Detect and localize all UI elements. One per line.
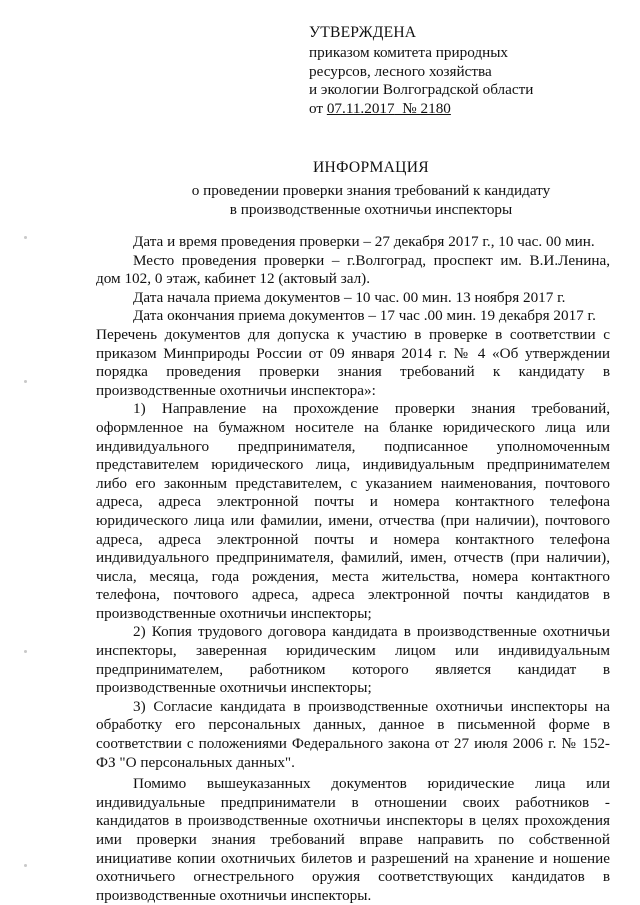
paragraph-additional-documents: Помимо вышеуказанных документов юридические лица или индивидуальные предприниматели в отношении своих работников - кандидатов в производственные охотничьи инспекторы в целях прохождения ими проверки знания требований вправе направить по собственной инициативе копии охотничьих билетов и разрешений на хранение и ношение охотничьего огнестрельного оружия соответствующих кандидатов в производственные охотничьи инспекторы. [96, 775, 610, 904]
approval-heading: УТВЕРЖДЕНА [309, 24, 417, 41]
document-title: ИНФОРМАЦИЯ [312, 159, 430, 176]
document-subtitle-line-1: о проведении проверки знания требований к кандидату [191, 182, 551, 199]
scan-edge-mark [24, 236, 27, 239]
list-item-2: 2) Копия трудового договора кандидата в производственные охотничьи инспекторы, заверенная юридическим лицом или индивидуальным предпринимателем, работником которого является кандидат в производственные охотничьи инспекторы; [96, 623, 610, 697]
scan-edge-mark [24, 864, 27, 867]
list-item-3: 3) Согласие кандидата в производственные охотничьи инспекторы на обработку его персональных данных, данное в письменной форме в соответствии с положениями Федерального закона от 27 июля 2006 г. № 152-ФЗ "О персональных данных". [96, 697, 610, 771]
approval-line-2: ресурсов, лесного хозяйства [309, 62, 492, 80]
approval-date-line [309, 100, 609, 118]
document-subtitle-line-2: в производственные охотничьи инспекторы [229, 201, 513, 218]
document-title-block [96, 158, 640, 219]
approval-date: 07.11.2017 [326, 99, 395, 117]
paragraph-end-date: Дата окончания приема документов – 17 час .00 мин. 19 декабря 2017 г. [133, 307, 596, 325]
paragraph-document-list-intro: Перечень документов для допуска к участию в проверке в соответствии с приказом Минприроды России от 09 января 2014 г. № 4 «Об утверждении порядка проведения проверки знания требований к кандидату в производственные охотничьи инспектора»: [96, 325, 610, 399]
document-body [96, 233, 610, 905]
approval-line-3: и экологии Волгоградской области [309, 81, 534, 99]
approval-stamp [309, 24, 609, 118]
scan-edge-mark [24, 380, 27, 383]
approval-number-prefix: № [394, 99, 421, 117]
approval-number: 2180 [420, 99, 451, 117]
approval-date-prefix: от [309, 99, 327, 117]
list-item-1: 1) Направление на прохождение проверки знания требований, оформленное на бумажном носителе на бланке юридического лица или индивидуального предпринимателя, подписанное уполномоченным представителем юридического лица, индивидуальным предпринимателем либо его законным представителем, с указанием наименования, почтового адреса, адреса электронной почты и номера контактного телефона юридического лица или фамилии, имени, отчества (при наличии), почтового адреса, адреса электронной почты и номера контактного телефона индивидуального предпринимателя, фамилий, имен, отчеств (при наличии), числа, месяца, года рождения, места жительства, номера контактного телефона, почтового адреса, адреса электронной почты кандидатов в производственные охотничьи инспекторы; [96, 400, 610, 622]
approval-line-1: приказом комитета природных [309, 44, 509, 62]
paragraph-date-time: Дата и время проведения проверки – 27 декабря 2017 г., 10 час. 00 мин. [133, 233, 595, 250]
scan-edge-mark [24, 650, 27, 653]
paragraph-location: Место проведения проверки – г.Волгоград, проспект им. В.И.Ленина, дом 102, 0 этаж, кабинет 12 (актовый зал). [96, 251, 610, 288]
paragraph-start-date: Дата начала приема документов – 10 час. 00 мин. 13 ноября 2017 г. [133, 288, 566, 306]
